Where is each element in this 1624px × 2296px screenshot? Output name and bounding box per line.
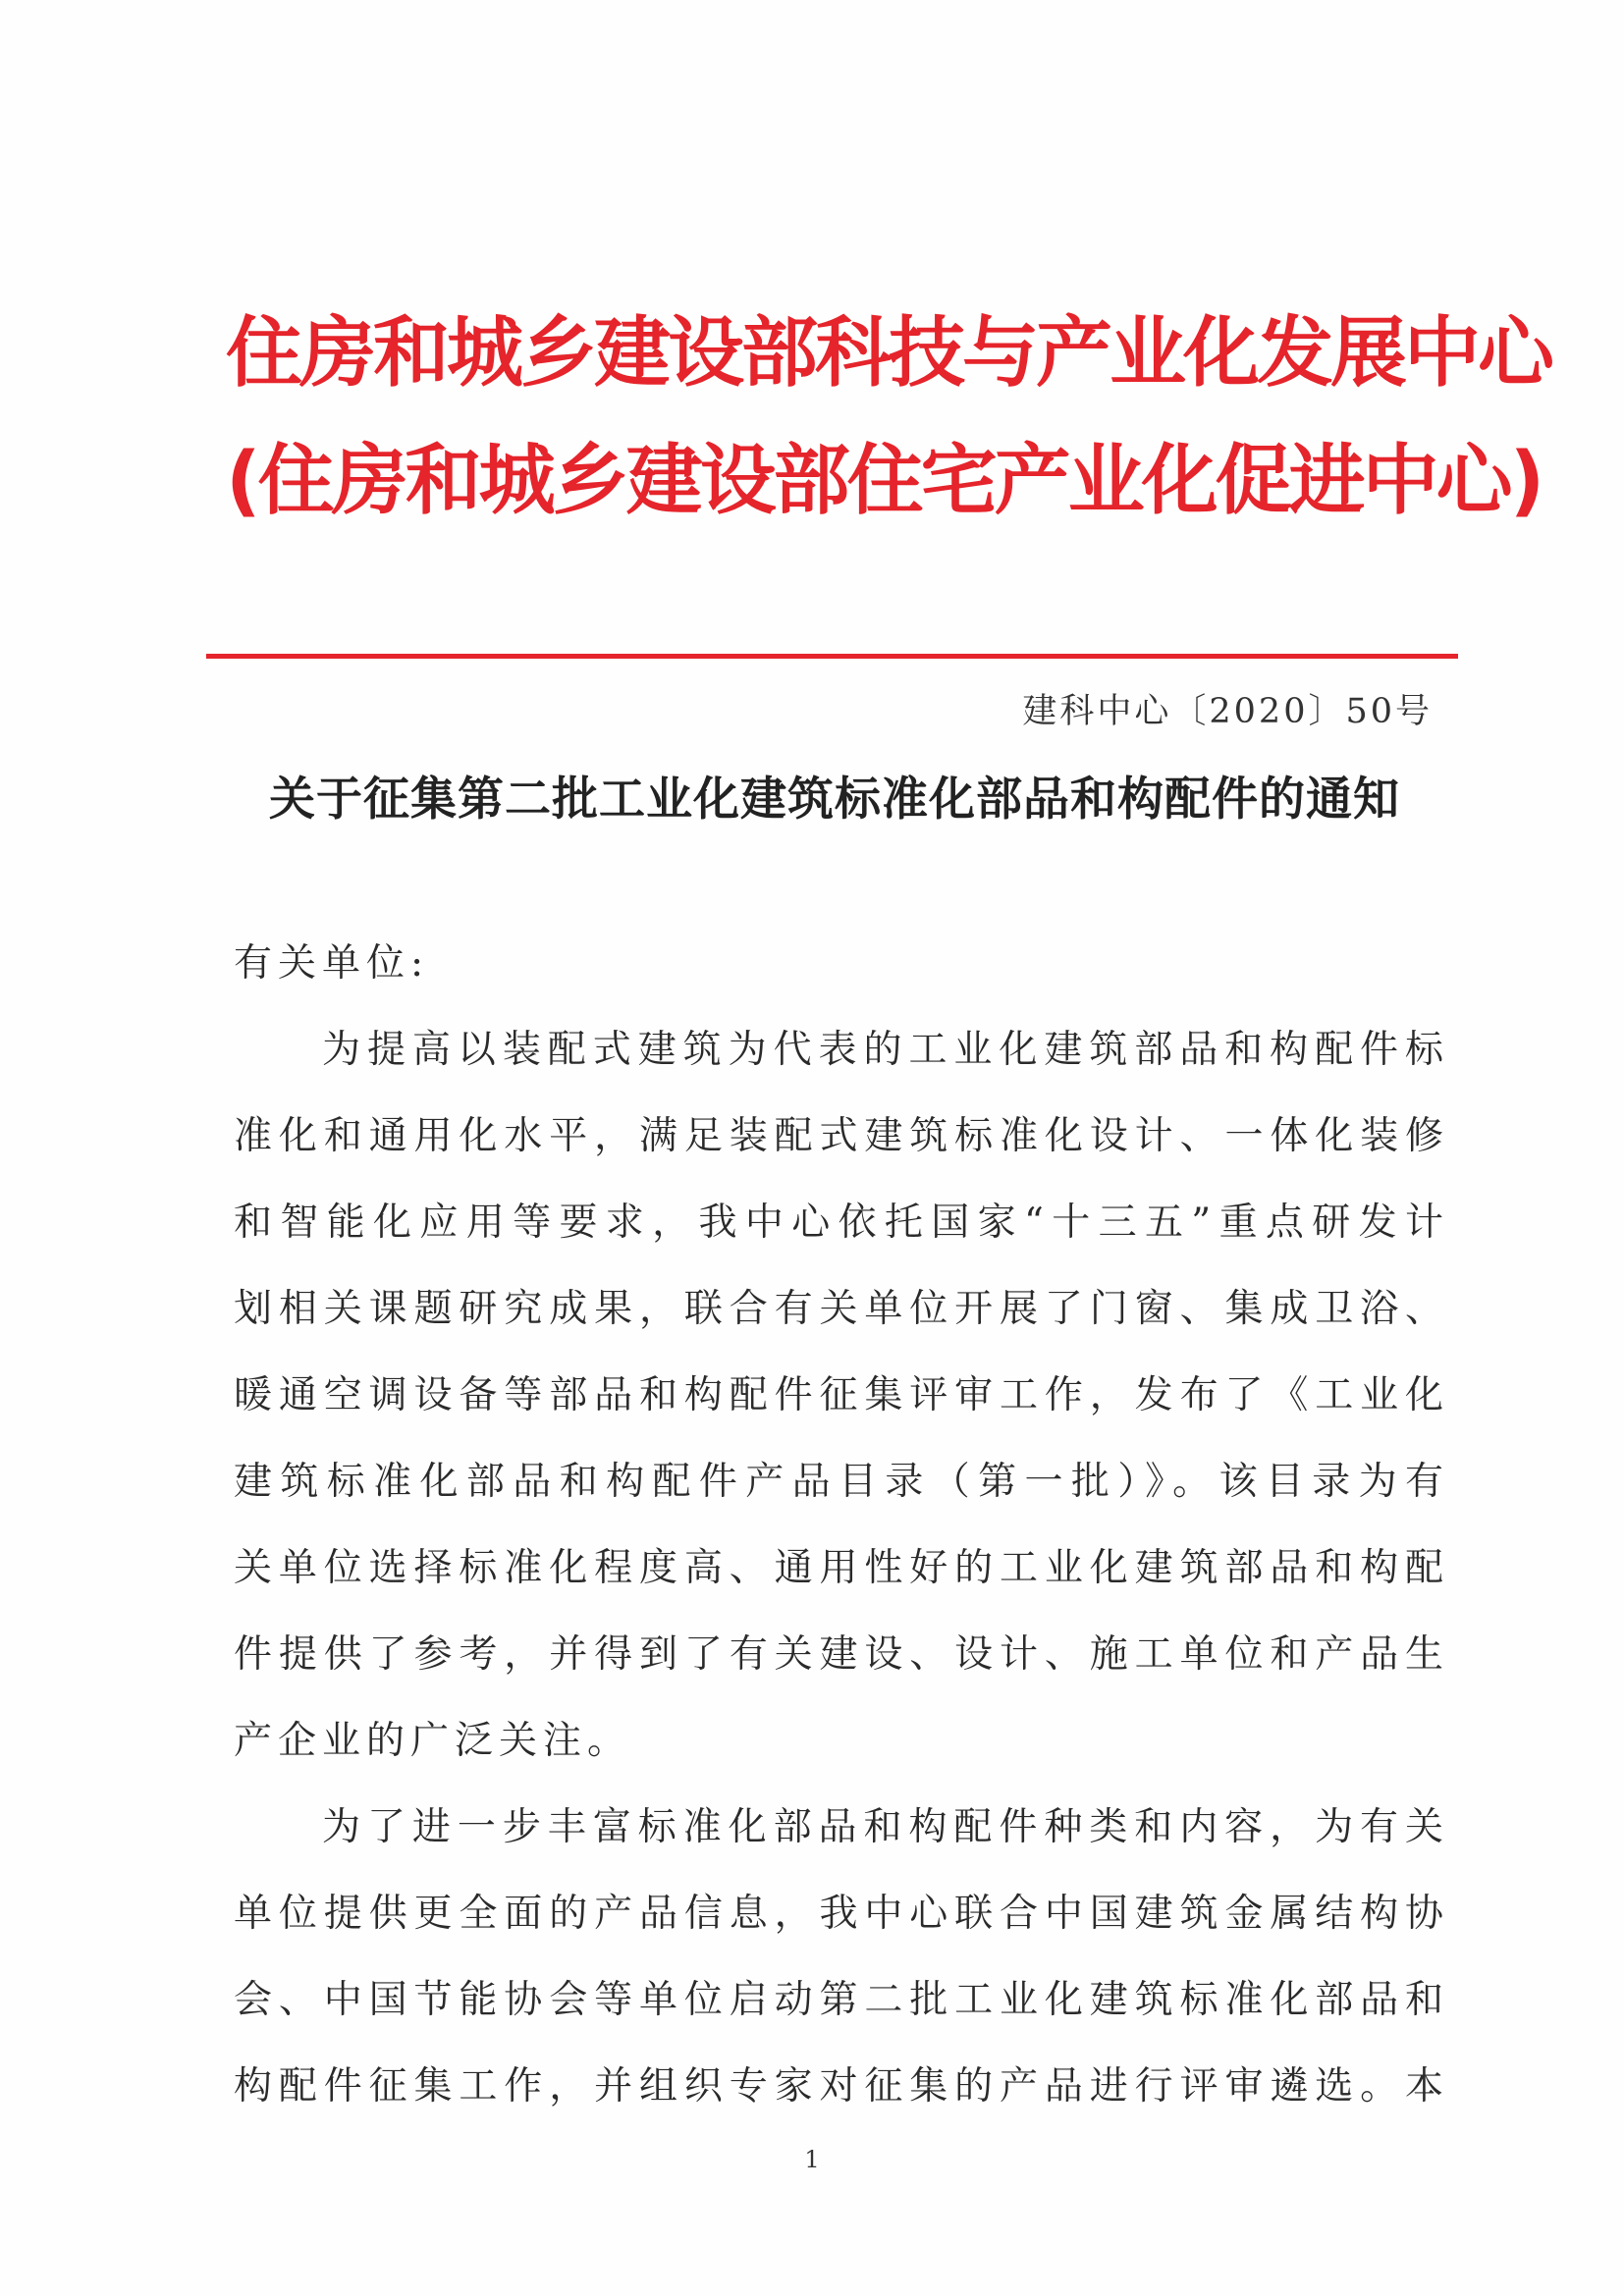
paragraph-2-line: 会、中国节能协会等单位启动第二批工业化建筑标准化部品和: [234, 1978, 1443, 2022]
red-header-rule: [206, 654, 1458, 659]
paragraph-1-line: 件提供了参考，并得到了有关建设、设计、施工单位和产品生: [234, 1632, 1443, 1677]
paragraph-2-line: 单位提供更全面的产品信息，我中心联合中国建筑金属结构协: [234, 1892, 1443, 1936]
issuer-alt-name: (住房和城乡建设部住宅产业化促进中心): [226, 437, 1543, 525]
salutation: 有关单位:: [234, 941, 430, 986]
issuer-name: 住房和城乡建设部科技与产业化发展中心: [226, 309, 1552, 398]
paragraph-1-line: 关单位选择标准化程度高、通用性好的工业化建筑部品和构配: [234, 1546, 1443, 1590]
paragraph-1-line: 和智能化应用等要求，我中心依托国家“十三五”重点研发计: [234, 1201, 1443, 1245]
paragraph-1-line: 产企业的广泛关注。: [234, 1719, 632, 1763]
paragraph-1-line: 为提高以装配式建筑为代表的工业化建筑部品和构配件标: [322, 1028, 1443, 1072]
paragraph-1-line: 暖通空调设备等部品和构配件征集评审工作，发布了《工业化: [234, 1373, 1443, 1417]
paragraph-1-line: 划相关课题研究成果，联合有关单位开展了门窗、集成卫浴、: [234, 1287, 1443, 1331]
document-title: 关于征集第二批工业化建筑标准化部品和构配件的通知: [269, 773, 1400, 827]
document-number: 建科中心〔2020〕50号: [1022, 692, 1433, 731]
page-number: 1: [804, 2146, 820, 2173]
paragraph-1-line: 建筑标准化部品和构配件产品目录（第一批）》。该目录为有: [234, 1460, 1443, 1504]
paragraph-2-line: 为了进一步丰富标准化部品和构配件种类和内容，为有关: [322, 1805, 1443, 1849]
paragraph-2-line: 构配件征集工作，并组织专家对征集的产品进行评审遴选。本: [234, 2064, 1443, 2109]
paragraph-1-line: 准化和通用化水平，满足装配式建筑标准化设计、一体化装修: [234, 1114, 1443, 1158]
